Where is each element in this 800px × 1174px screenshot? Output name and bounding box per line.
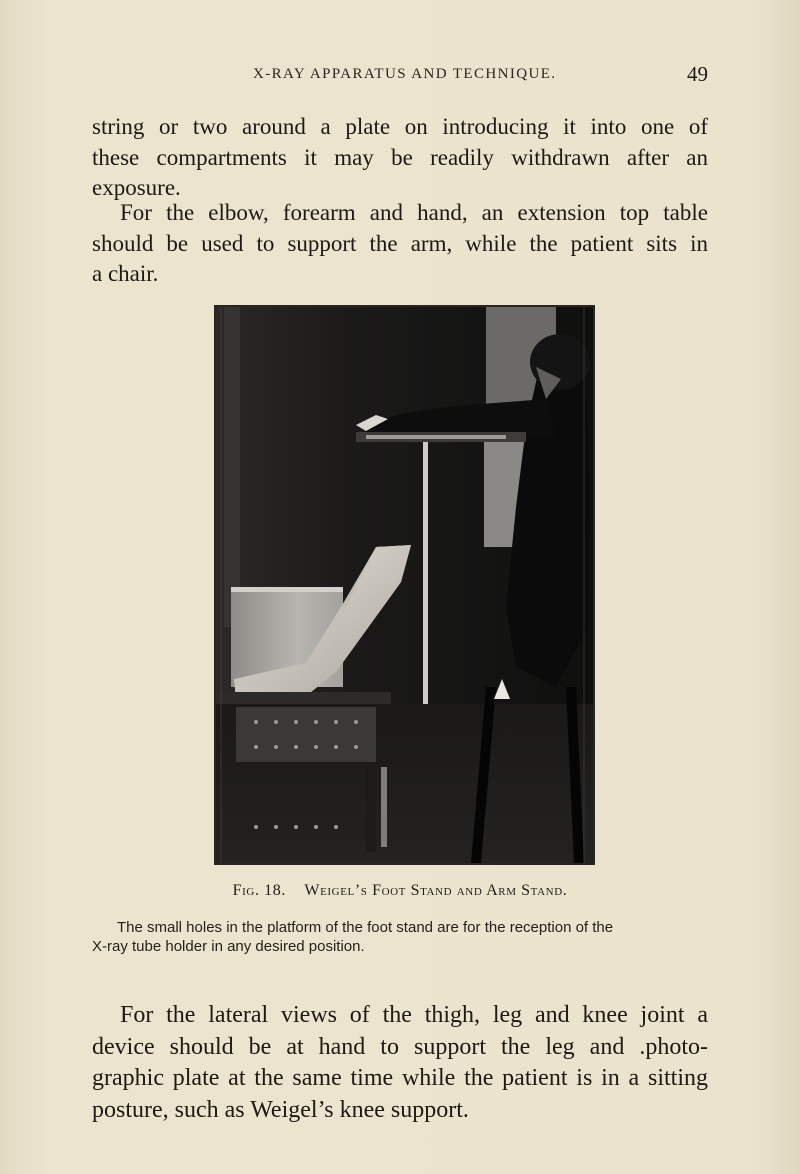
- figure-label: Fig. 18.: [232, 882, 286, 899]
- caption-line: X-ray tube holder in any desired position.: [92, 938, 365, 955]
- paragraph-1: [92, 112, 708, 204]
- paragraph-2: [92, 198, 708, 290]
- text-line: For the elbow, forearm and hand, an extension top table: [120, 200, 708, 225]
- text-line: For the lateral views of the thigh, leg and knee joint a: [120, 1002, 708, 1028]
- running-head: [0, 62, 800, 86]
- figure-caption-title: [0, 882, 800, 900]
- arm-stand-rod: [423, 442, 428, 742]
- text-line: exposure.: [92, 175, 181, 200]
- page-number: 49: [687, 62, 708, 86]
- photograph-foot-stand-arm-stand: [216, 307, 593, 863]
- foot-stand-platform: [236, 707, 376, 762]
- running-title: X-RAY APPARATUS AND TECHNIQUE.: [253, 66, 557, 82]
- figure-caption-text: [92, 918, 712, 956]
- text-line: these compartments it may be readily withdrawn after an: [92, 144, 708, 170]
- text-line: posture, such as Weigel’s knee support.: [92, 1096, 469, 1123]
- text-line: a chair.: [92, 261, 159, 286]
- text-line: device should be at hand to support the leg and .photo-: [92, 1033, 708, 1060]
- caption-line: The small holes in the platform of the foot stand are for the reception of the: [117, 919, 614, 936]
- text-line: should be used to support the arm, while the patient sits in: [92, 230, 708, 256]
- figure-title: Weigel’s Foot Stand and Arm Stand.: [304, 882, 568, 899]
- paragraph-3: [92, 1000, 708, 1126]
- text-line: string or two around a plate on introducing it into one of: [92, 114, 708, 139]
- text-line: graphic plate at the same time while the patient is in a sitting: [92, 1065, 708, 1091]
- figure-photograph: [214, 305, 595, 865]
